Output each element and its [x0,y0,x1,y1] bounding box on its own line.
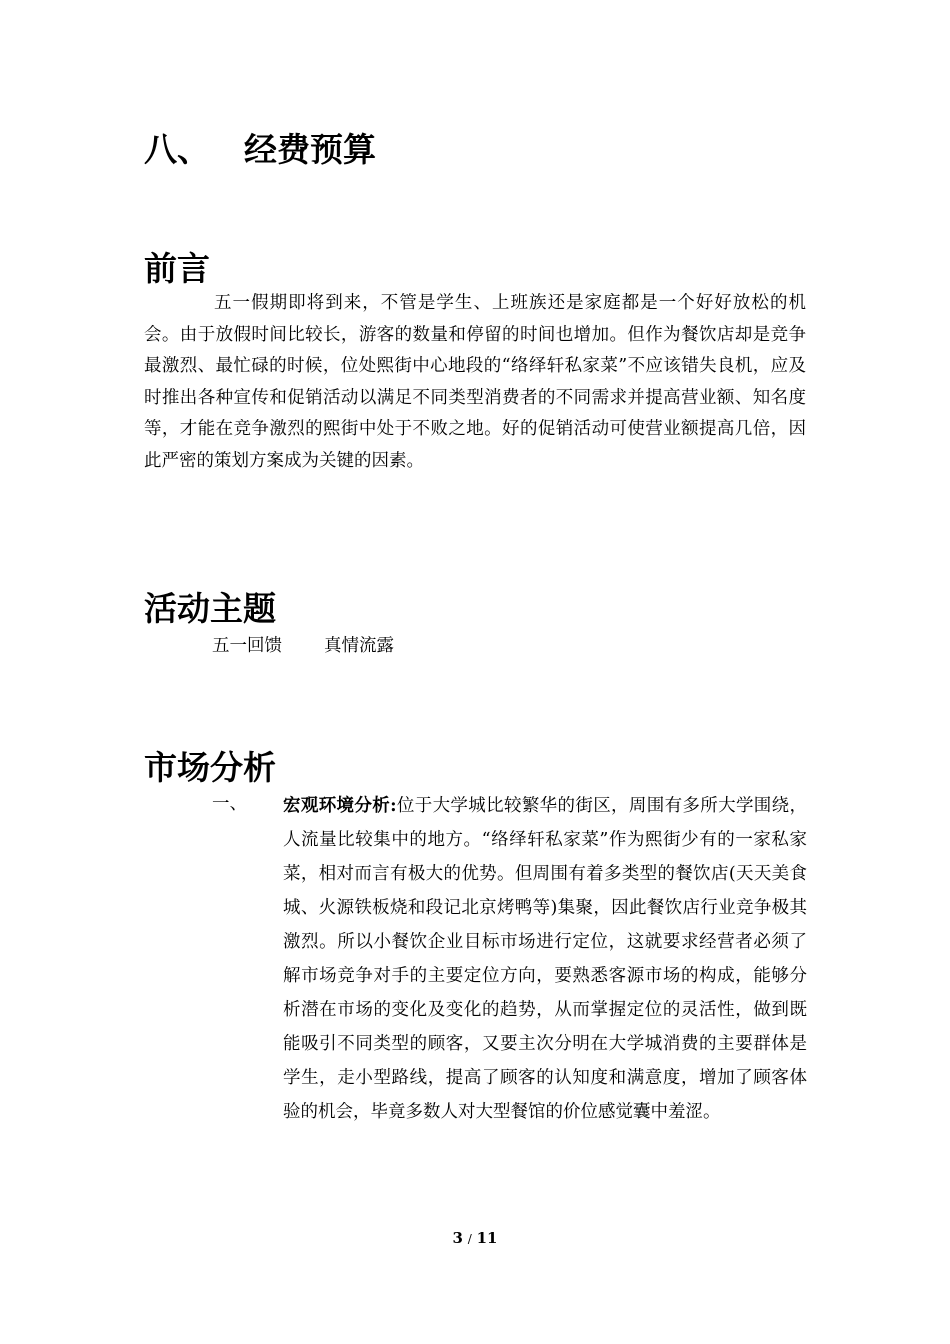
budget-title: 经费预算 [244,130,376,169]
preface-heading: 前言 [144,249,210,288]
theme-text [212,633,394,659]
current-page: 3 [452,1229,463,1247]
item-number: 一、 [212,794,247,814]
page-separator: / [467,1232,472,1246]
budget-number: 八、 [144,130,210,169]
theme-part1: 五一回馈 [212,636,282,656]
macro-analysis-text: 位于大学城比较繁华的街区，周围有多所大学围绕，人流量比较集中的地方。“络绎轩私家菜”作为熙街少有的一家私家菜，相对而言有极大的优势。但周围有着多类型的餐饮店(天天美食城、火源铁板烧和段记北京烤鸭等)集聚，因此餐饮店行业竞争极其激烈。所以小餐饮企业目标市场进行定位，这就要求经营者必须了解市场竞争对手的主要定位方向，要熟悉客源市场的构成，能够分析潜在市场的变化及变化的趋势，从而掌握定位的灵活性，做到既能吸引不同类型的顾客，又要主次分明在大学城消费的主要群体是学生，走小型路线，提高了顾客的认知度和满意度，增加了顾客体验的机会，毕竟多数人对大型餐馆的价位感觉囊中羞涩。 [283,796,808,1122]
page-footer [0,1228,950,1249]
theme-heading: 活动主题 [144,589,276,628]
macro-analysis-paragraph [283,789,807,1129]
budget-heading [144,130,376,170]
market-heading: 市场分析 [144,748,276,787]
theme-part2: 真情流露 [324,636,394,656]
total-pages: 11 [476,1229,498,1247]
macro-analysis-label: 宏观环境分析: [283,796,397,816]
preface-paragraph: 五一假期即将到来，不管是学生、上班族还是家庭都是一个好好放松的机会。由于放假时间比较长，游客的数量和停留的时间也增加。但作为餐饮店却是竞争最激烈、最忙碌的时候，位处熙街中心地段的“络绎轩私家菜”不应该错失良机，应及时推出各种宣传和促销活动以满足不同类型消费者的不同需求并提高营业额、知名度等，才能在竞争激烈的熙街中处于不败之地。好的促销活动可使营业额提高几倍，因此严密的策划方案成为关键的因素。 [144,293,806,471]
